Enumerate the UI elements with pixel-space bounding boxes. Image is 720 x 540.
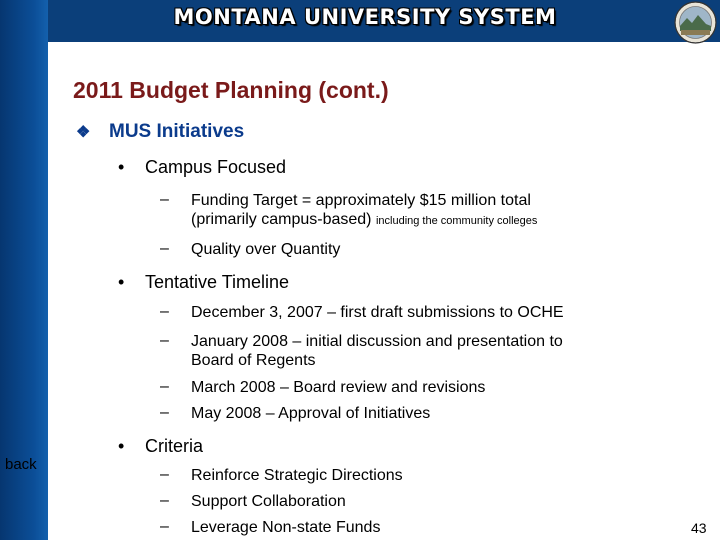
back-link[interactable]: back xyxy=(5,456,37,473)
item-line1: December 3, 2007 – first draft submissions to OCHE xyxy=(191,304,564,321)
dash-bullet: – xyxy=(160,240,169,257)
section-label: Criteria xyxy=(145,436,204,456)
bullet-dot: • xyxy=(118,157,125,177)
dash-bullet: – xyxy=(160,303,169,320)
header-title: MONTANA UNIVERSITY SYSTEM xyxy=(173,5,557,29)
dash-bullet: – xyxy=(160,378,169,395)
item-line2: (primarily campus-based) xyxy=(191,211,372,228)
diamond-bullet-icon: ❖ xyxy=(76,124,91,141)
page-number: 43 xyxy=(691,520,707,536)
bullet-dot: • xyxy=(118,436,125,456)
dash-bullet: – xyxy=(160,518,169,535)
item-line1: Leverage Non-state Funds xyxy=(191,519,381,536)
dash-bullet: – xyxy=(160,332,169,349)
dash-bullet: – xyxy=(160,466,169,483)
item-line1: May 2008 – Approval of Initiatives xyxy=(191,405,431,422)
state-seal-icon xyxy=(674,1,717,44)
item-note: including the community colleges xyxy=(375,215,538,227)
section-label: Tentative Timeline xyxy=(145,272,290,292)
item-line1: Support Collaboration xyxy=(191,493,346,510)
bullet-dot: • xyxy=(118,272,125,292)
item-line1: Reinforce Strategic Directions xyxy=(191,467,403,484)
item-line1: March 2008 – Board review and revisions xyxy=(191,379,486,396)
section-label: Campus Focused xyxy=(145,157,287,177)
dash-bullet: – xyxy=(160,404,169,421)
item-line1: Quality over Quantity xyxy=(191,241,341,258)
main-bullet-text: MUS Initiatives xyxy=(109,121,245,142)
item-line1: January 2008 – initial discussion and presentation to xyxy=(191,333,563,350)
dash-bullet: – xyxy=(160,191,169,208)
item-line1: Funding Target = approximately $15 million total xyxy=(191,192,531,209)
slide-title: 2011 Budget Planning (cont.) xyxy=(73,77,389,103)
item-line2: Board of Regents xyxy=(191,352,316,369)
dash-bullet: – xyxy=(160,492,169,509)
